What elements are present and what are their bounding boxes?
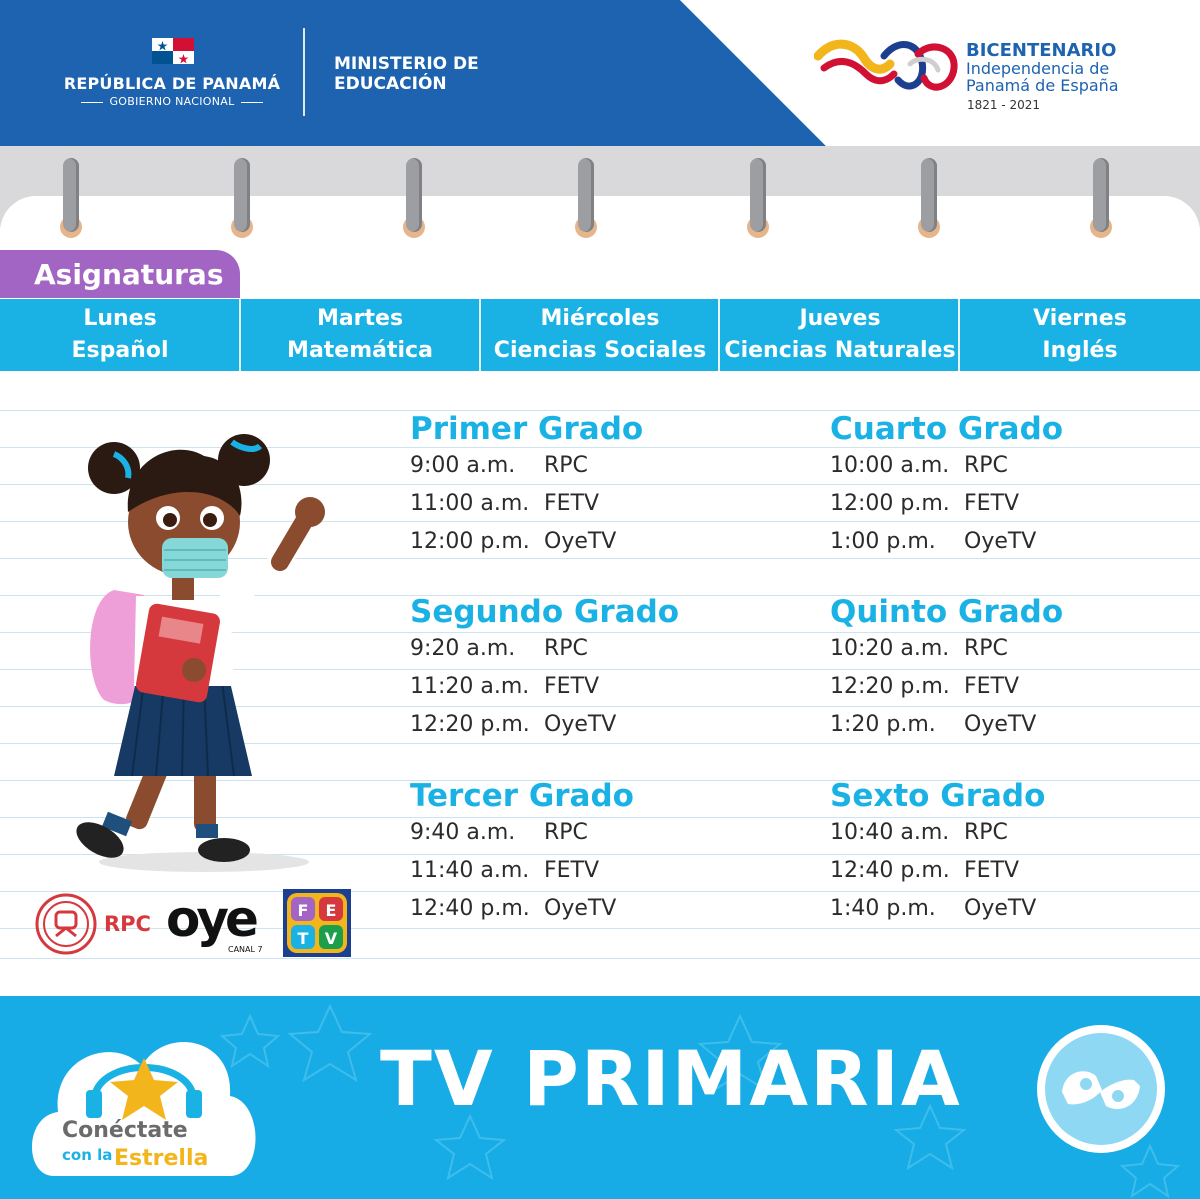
subject-name: Inglés (1042, 338, 1118, 363)
slot-channel: RPC (964, 453, 1008, 478)
slot-time: 12:00 p.m. (410, 529, 530, 554)
grade-title: Quinto Grado (830, 594, 1064, 630)
subject-day: Jueves (799, 306, 881, 331)
republica-title: REPÚBLICA DE PANAMÁ (63, 74, 281, 93)
slot-time: 9:00 a.m. (410, 453, 516, 478)
bicentenario-ribbon-logo (814, 34, 962, 104)
subject-day: Miércoles (540, 306, 660, 331)
grade-title: Primer Grado (410, 411, 644, 447)
slot-channel: OyeTV (544, 529, 617, 554)
ministerio-line2: EDUCACIÓN (334, 74, 447, 94)
slot-channel: OyeTV (964, 712, 1037, 737)
panama-flag-icon (152, 38, 194, 64)
subject-separator (239, 299, 241, 371)
subject-cell (240, 299, 480, 371)
binder-ring (750, 158, 766, 238)
schedule-row (410, 630, 679, 668)
binder-ring (1093, 158, 1109, 238)
oye-logo-sub: CANAL 7 (228, 945, 263, 954)
schedule-row (410, 890, 634, 928)
slot-time: 9:40 a.m. (410, 820, 516, 845)
slot-time: 10:20 a.m. (830, 636, 950, 661)
slot-channel: FETV (964, 491, 1020, 516)
bicentenario-line1: Independencia de (966, 59, 1110, 78)
tv-primaria-title: TV PRIMARIA (380, 1034, 962, 1123)
subject-separator (958, 299, 960, 371)
slot-time: 1:20 p.m. (830, 712, 936, 737)
oye-logo-icon (166, 888, 266, 956)
slot-channel: FETV (544, 491, 600, 516)
schedule-row (830, 852, 1045, 890)
fetv-letter: T (297, 929, 309, 948)
subject-cell (0, 299, 240, 371)
slot-channel: OyeTV (544, 896, 617, 921)
schedule-row (410, 706, 679, 744)
fetv-letter: F (297, 901, 309, 920)
bicentenario-line2: Panamá de España (966, 76, 1119, 95)
subject-cell (480, 299, 720, 371)
slot-time: 10:00 a.m. (830, 453, 950, 478)
fetv-letter: V (324, 929, 338, 948)
slot-channel: OyeTV (964, 529, 1037, 554)
slot-time: 12:20 p.m. (410, 712, 530, 737)
ministerio-line1: MINISTERIO DE (334, 54, 479, 74)
slot-time: 12:20 p.m. (830, 674, 950, 699)
binder-ring (406, 158, 422, 238)
slot-channel: OyeTV (544, 712, 617, 737)
subject-name: Español (71, 338, 169, 363)
subject-day: Viernes (1033, 306, 1127, 331)
schedule-row (830, 706, 1063, 744)
gobierno-text: GOBIERNO NACIONAL (109, 95, 235, 108)
schedule-row (830, 668, 1063, 706)
slot-time: 1:00 p.m. (830, 529, 936, 554)
slot-channel: FETV (544, 674, 600, 699)
conectate-text: Conéctate (62, 1118, 188, 1143)
schedule-row (410, 852, 634, 890)
binder-ring (234, 158, 250, 238)
student-girl-illustration (44, 420, 344, 880)
subject-cell (720, 299, 960, 371)
slot-time: 11:20 a.m. (410, 674, 530, 699)
subject-day: Lunes (83, 306, 157, 331)
con-la-text: con la (62, 1146, 113, 1164)
subject-cell (960, 299, 1200, 371)
slot-time: 10:40 a.m. (830, 820, 950, 845)
slot-channel: RPC (964, 820, 1008, 845)
grade-block-primer (410, 411, 643, 561)
slot-time: 11:00 a.m. (410, 491, 530, 516)
slot-time: 12:00 p.m. (830, 491, 950, 516)
bicentenario-years: 1821 - 2021 (967, 98, 1041, 112)
grade-block-quinto (830, 594, 1063, 744)
grade-block-cuarto (830, 411, 1063, 561)
subjects-row (0, 299, 1200, 371)
rpc-logo-text: RPC (104, 912, 151, 936)
grade-block-sexto (830, 778, 1045, 928)
schedule-row (410, 814, 634, 852)
gobierno-subtitle (52, 95, 292, 108)
grade-title: Tercer Grado (410, 778, 634, 814)
schedule-row (410, 447, 643, 485)
sign-language-icon (1034, 1022, 1168, 1156)
subject-name: Ciencias Naturales (724, 338, 956, 363)
schedule-row (830, 890, 1045, 928)
slot-time: 9:20 a.m. (410, 636, 516, 661)
grade-title: Segundo Grado (410, 594, 680, 630)
schedule-row (830, 630, 1063, 668)
slot-channel: RPC (964, 636, 1008, 661)
header-divider (303, 28, 305, 116)
fetv-logo-icon (283, 889, 351, 957)
grade-title: Sexto Grado (830, 778, 1046, 814)
schedule-row (410, 668, 679, 706)
slot-channel: RPC (544, 636, 588, 661)
slot-channel: RPC (544, 820, 588, 845)
schedule-row (830, 447, 1063, 485)
schedule-row (830, 523, 1063, 561)
ministerio-title (334, 54, 479, 94)
slot-time: 11:40 a.m. (410, 858, 530, 883)
estrella-text: Estrella (114, 1146, 209, 1171)
grade-block-tercer (410, 778, 634, 928)
slot-time: 12:40 p.m. (830, 858, 950, 883)
slot-channel: FETV (544, 858, 600, 883)
schedule-row (410, 485, 643, 523)
slot-time: 1:40 p.m. (830, 896, 936, 921)
grade-title: Cuarto Grado (830, 411, 1064, 447)
binder-ring (578, 158, 594, 238)
schedule-row (410, 523, 643, 561)
subject-name: Matemática (287, 338, 433, 363)
binder-ring (921, 158, 937, 238)
slot-channel: FETV (964, 674, 1020, 699)
subject-separator (479, 299, 481, 371)
schedule-row (830, 814, 1045, 852)
oye-logo-word: oye (166, 890, 255, 948)
slot-time: 12:40 p.m. (410, 896, 530, 921)
asignaturas-label: Asignaturas (34, 258, 224, 291)
slot-channel: OyeTV (964, 896, 1037, 921)
subject-separator (718, 299, 720, 371)
binder-ring (63, 158, 79, 238)
bicentenario-subtitle (966, 60, 1119, 94)
notebook-line (0, 958, 1200, 959)
bicentenario-title: BICENTENARIO (966, 40, 1117, 61)
grade-block-segundo (410, 594, 679, 744)
schedule-row (830, 485, 1063, 523)
slot-channel: RPC (544, 453, 588, 478)
rpc-logo-icon (34, 892, 98, 956)
fetv-letter: E (325, 901, 337, 920)
subject-day: Martes (316, 306, 404, 331)
slot-channel: FETV (964, 858, 1020, 883)
subject-name: Ciencias Sociales (493, 338, 707, 363)
